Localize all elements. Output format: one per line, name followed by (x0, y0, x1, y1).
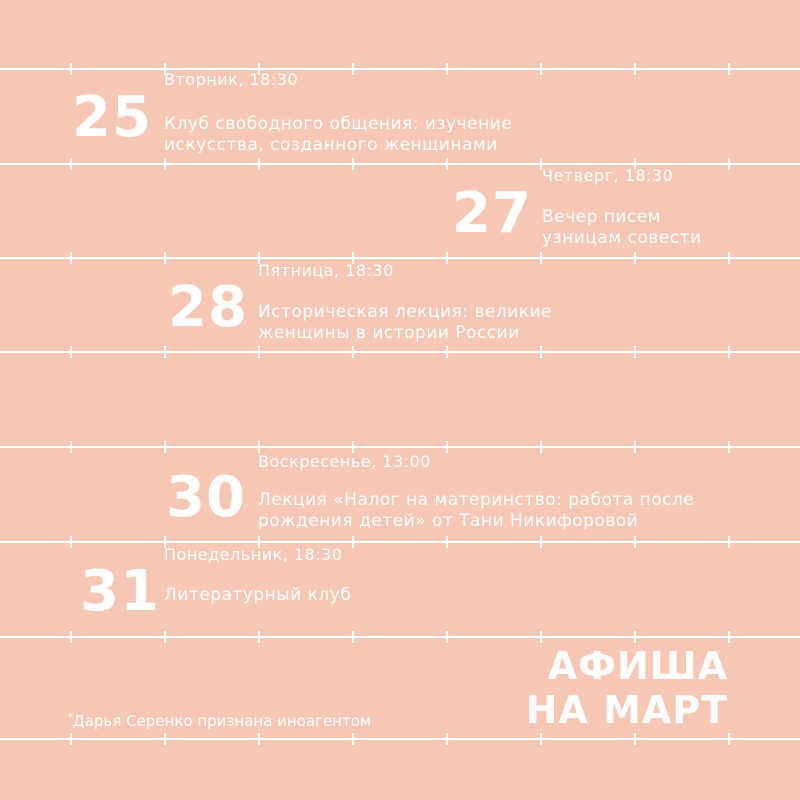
ruler-tick (70, 158, 72, 170)
ruler-tick (70, 63, 72, 75)
ruler-tick (352, 158, 354, 170)
ruler-tick (540, 63, 542, 75)
ruler-tick (70, 631, 72, 643)
ruler-tick (634, 631, 636, 643)
ruler-tick (70, 536, 72, 548)
ruler-line (0, 257, 800, 259)
ruler-tick (70, 441, 72, 453)
ruler-tick (446, 536, 448, 548)
ruler-tick (446, 441, 448, 453)
ruler-tick (164, 441, 166, 453)
ruler-tick (70, 733, 72, 745)
ruler-tick (728, 733, 730, 745)
ruler-line (0, 163, 800, 165)
ruler-tick (164, 631, 166, 643)
ruler-line (0, 636, 800, 638)
ruler-tick (352, 63, 354, 75)
event-day: 28 (168, 275, 248, 340)
ruler-tick (728, 346, 730, 358)
ruler-tick (728, 536, 730, 548)
ruler-tick (446, 252, 448, 264)
ruler-tick (164, 252, 166, 264)
ruler-tick (634, 733, 636, 745)
ruler-tick (728, 252, 730, 264)
ruler-tick (352, 631, 354, 643)
ruler-tick (540, 441, 542, 453)
ruler-line (0, 351, 800, 353)
ruler-tick (728, 63, 730, 75)
ruler-line (0, 68, 800, 70)
event-time: Воскресенье, 13:00 (258, 452, 431, 471)
event-time: Четверг, 18:30 (542, 166, 674, 185)
ruler-tick (634, 441, 636, 453)
event-title-line1: Клуб свободного общения: изучение (164, 114, 513, 134)
ruler-tick (634, 536, 636, 548)
ruler-tick (446, 631, 448, 643)
ruler-tick (540, 631, 542, 643)
ruler-tick (540, 252, 542, 264)
event-title-line2: рождения детей» от Тани Никифоровой (258, 511, 639, 531)
ruler-tick (728, 441, 730, 453)
ruler-tick (258, 346, 260, 358)
ruler-tick (446, 346, 448, 358)
event-title-line1: Литературный клуб (164, 585, 352, 605)
ruler-tick (540, 536, 542, 548)
event-title-line1: Лекция «Налог на материнство: работа после (258, 490, 695, 510)
ruler-tick (352, 536, 354, 548)
poster-headline (526, 644, 728, 732)
ruler-tick (728, 158, 730, 170)
ruler-tick (540, 346, 542, 358)
ruler-tick (70, 252, 72, 264)
event-day: 31 (80, 559, 160, 624)
ruler-tick (164, 346, 166, 358)
ruler-tick (540, 733, 542, 745)
footnote-mark: * (68, 712, 73, 723)
ruler-tick (352, 733, 354, 745)
ruler-tick (446, 158, 448, 170)
event-day: 27 (452, 181, 532, 246)
ruler-tick (258, 158, 260, 170)
ruler-line (0, 541, 800, 543)
headline-line1: АФИША (547, 644, 728, 688)
ruler-tick (258, 631, 260, 643)
event-day: 30 (166, 465, 246, 530)
footnote (68, 708, 371, 731)
ruler-tick (352, 346, 354, 358)
event-title-line1: Историческая лекция: великие (258, 302, 553, 322)
event-title-line2: искусства, созданного женщинами (164, 135, 498, 155)
footnote-text: Дарья Серенко признана иноагентом (73, 712, 372, 730)
event-title-line1: Вечер писем (542, 207, 662, 227)
ruler-tick (634, 252, 636, 264)
ruler-tick (634, 63, 636, 75)
ruler-tick (164, 158, 166, 170)
ruler-tick (634, 346, 636, 358)
ruler-tick (164, 733, 166, 745)
ruler-tick (258, 733, 260, 745)
event-day: 25 (72, 85, 152, 150)
headline-line2: НА МАРТ (525, 688, 728, 732)
ruler-tick (446, 63, 448, 75)
ruler-line (0, 738, 800, 740)
event-title-line2: женщины в истории России (258, 323, 520, 343)
ruler-tick (446, 733, 448, 745)
event-time: Вторник, 18:30 (164, 70, 299, 89)
ruler-tick (70, 346, 72, 358)
event-time: Понедельник, 18:30 (164, 545, 343, 564)
event-title-line2: узницам совести (542, 228, 702, 248)
event-time: Пятница, 18:30 (258, 261, 394, 280)
ruler-tick (728, 631, 730, 643)
ruler-line (0, 446, 800, 448)
